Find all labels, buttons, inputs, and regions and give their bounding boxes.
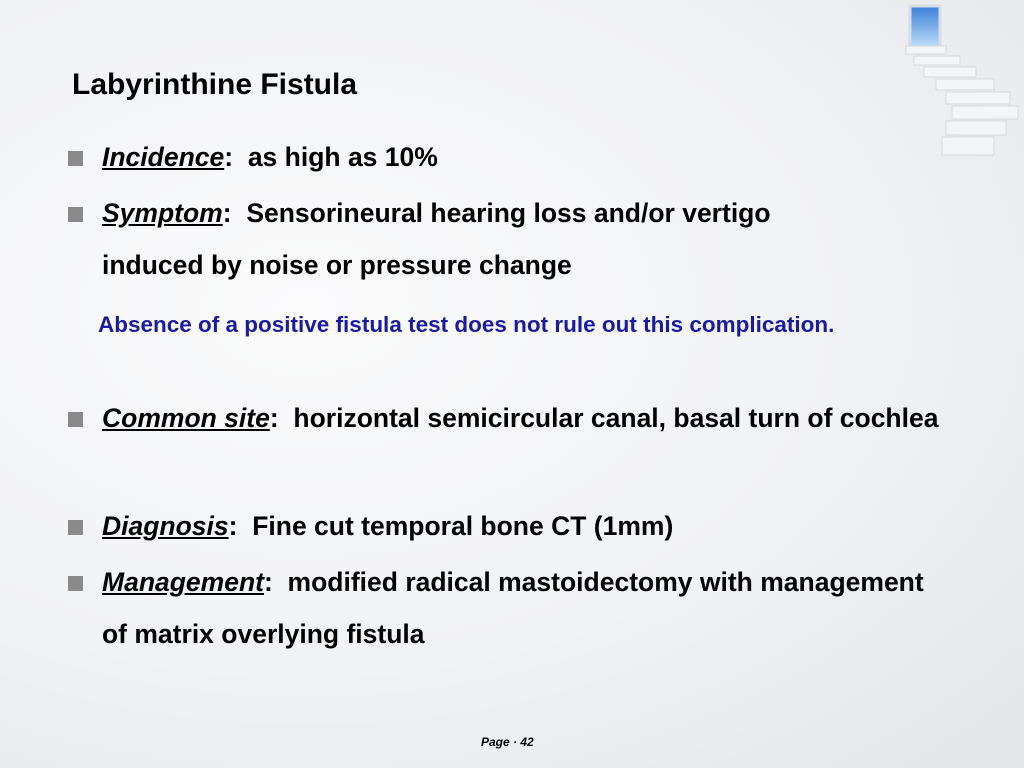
bullet-incidence: Incidence: as high as 10% [68, 131, 968, 183]
bullet-square-icon [68, 207, 83, 222]
bullet-term: Management [102, 567, 264, 597]
slide-title: Labyrinthine Fistula [72, 68, 358, 101]
bullet-text: modified radical mastoidectomy with management of matrix overlying fistula [102, 567, 924, 649]
page-number: 42 [520, 735, 534, 749]
bullet-management: Management: modified radical mastoidectomy with management of matrix overlying fistula [68, 556, 968, 660]
note-text: Absence of a positive fistula test does not rule out this complication. [98, 312, 835, 337]
bullet-common-site: Common site: horizontal semicircular canal, basal turn of cochlea [68, 392, 968, 444]
bullet-term: Symptom [102, 198, 223, 228]
page-footer [481, 735, 534, 749]
bullet-square-icon [68, 520, 83, 535]
bullet-text: Fine cut temporal bone CT (1mm) [252, 511, 674, 541]
bullet-diagnosis: Diagnosis: Fine cut temporal bone CT (1mm) [68, 500, 968, 552]
bullet-square-icon [68, 576, 83, 591]
bullet-text: Sensorineural hearing loss and/or vertigo induced by noise or pressure change [102, 198, 771, 280]
bullet-square-icon [68, 412, 83, 427]
bullet-square-icon [68, 151, 83, 166]
bullet-term: Incidence [102, 142, 225, 172]
bullet-term: Common site [102, 403, 270, 433]
bullet-term: Diagnosis [102, 511, 229, 541]
page-separator: · [513, 735, 518, 749]
bullet-text: horizontal semicircular canal, basal turn of cochlea [293, 403, 939, 433]
bullet-symptom: Symptom: Sensorineural hearing loss and/or vertigo induced by noise or pressure change [68, 187, 968, 291]
page-label: Page [481, 735, 510, 749]
bullet-text: as high as 10% [247, 142, 438, 172]
